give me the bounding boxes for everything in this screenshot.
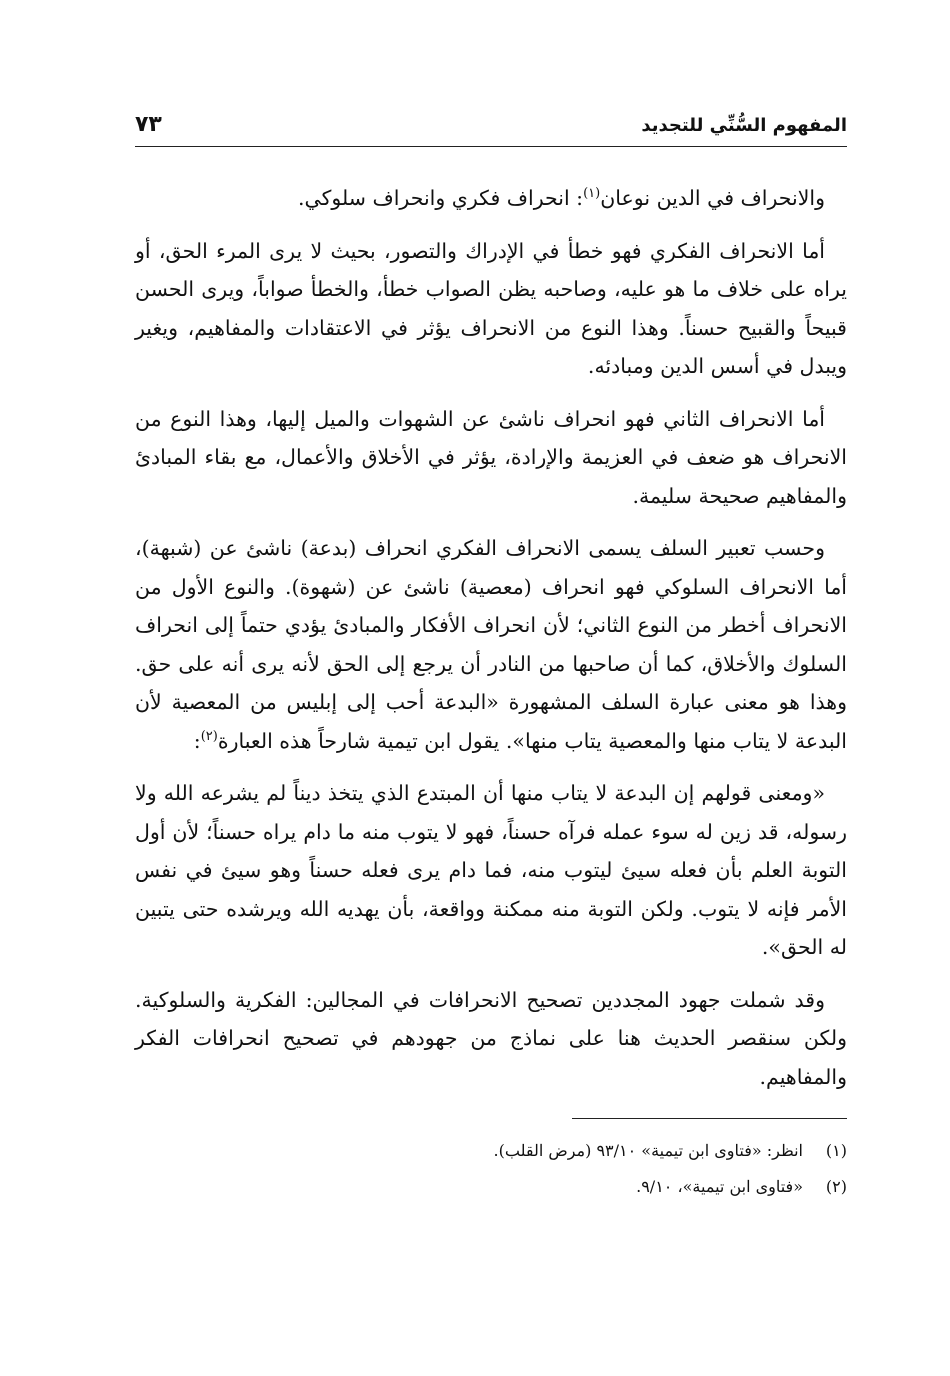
page-header [135,112,847,147]
paragraph-1-text-end: : انحراف فكري وانحراف سلوكي. [298,186,584,210]
footnote-2 [135,1169,847,1205]
paragraph-4-text-end: : [193,728,201,753]
page-number: ٧٣ [135,112,162,137]
footnote-text: انظر: «فتاوى ابن تيمية» ٩٣/١٠ (مرض القلب). [493,1141,803,1160]
footnote-ref-1[interactable]: (١) [583,186,601,202]
footnote-number: (٢) [825,1177,847,1196]
paragraph-1-text: والانحراف في الدين نوعان [600,186,825,210]
paragraph-1 [135,179,847,218]
footnote-divider [572,1118,847,1119]
quotation-paragraph: «ومعنى قولهم إن البدعة لا يتاب منها أن المبتدع الذي يتخذ ديناً لم يشرعه الله ولا رسوله، قد زين له سوء عمله فرآه حسناً، فهو لا يتوب منه ما دام يراه حسناً؛ لأن أول التوبة العلم بأن فعله سيئ ليتوب منه، فما دام يرى فعله حسناً وهو سيئ في نفس الأمر فإنه لا يتوب. ولكن التوبة منه ممكنة وواقعة، بأن يهديه الله ويرشده حتى يتبين له الحق». [135,781,847,959]
book-page [135,112,847,1205]
footnotes [135,1133,847,1205]
paragraph-4 [135,529,847,760]
footnote-ref-2[interactable]: (٢) [200,728,218,744]
footnote-number: (١) [825,1141,847,1160]
paragraph-6: وقد شملت جهود المجددين تصحيح الانحرافات في المجالين: الفكرية والسلوكية. ولكن سنقصر الحديث هنا على نماذج من جهودهم في تصحيح انحرافات الفكر والمفاهيم. [135,987,847,1089]
paragraph-4-text: وحسب تعبير السلف يسمى الانحراف الفكري انحراف (بدعة) ناشئ عن (شبهة)، أما الانحراف السلوكي فهو انحراف (معصية) ناشئ عن (شهوة). والنوع الأول من الانحراف أخطر من النوع الثاني؛ لأن انحراف الأفكار والمبادئ يؤدي حتماً إلى انحراف السلوك والأخلاق، كما أن صاحبها من النادر أن يرجع إلى الحق لأنه يرى أنه على حق. وهذا هو معنى عبارة السلف المشهورة «البدعة أحب إلى إبليس من المعصية لأن البدعة لا يتاب منها والمعصية يتاب منها». يقول ابن تيمية شارحاً هذه العبارة [135,536,847,753]
footnote-text: «فتاوى ابن تيمية»، ٩/١٠. [636,1177,803,1196]
running-title: المفهوم السُّنِّي للتجديد [641,115,847,136]
paragraph-3: أما الانحراف الثاني فهو انحراف ناشئ عن الشهوات والميل إليها، وهذا النوع من الانحراف هو ضعف في العزيمة والإرادة، يؤثر في الأخلاق والأعمال، مع بقاء المبادئ والمفاهيم صحيحة سليمة. [135,406,847,508]
footnote-1 [135,1133,847,1169]
paragraph-2: أما الانحراف الفكري فهو خطأ في الإدراك والتصور، بحيث لا يرى المرء الحق، أو يراه على خلاف ما هو عليه، وصاحبه يظن الصواب خطأ، والخطأ صواباً، ويرى الحسن قبيحاً والقبيح حسناً. وهذا النوع من الانحراف يؤثر في الاعتقادات والمفاهيم، ويغير ويبدل في أسس الدين ومبادئه. [135,238,847,378]
body-text [135,179,847,1096]
